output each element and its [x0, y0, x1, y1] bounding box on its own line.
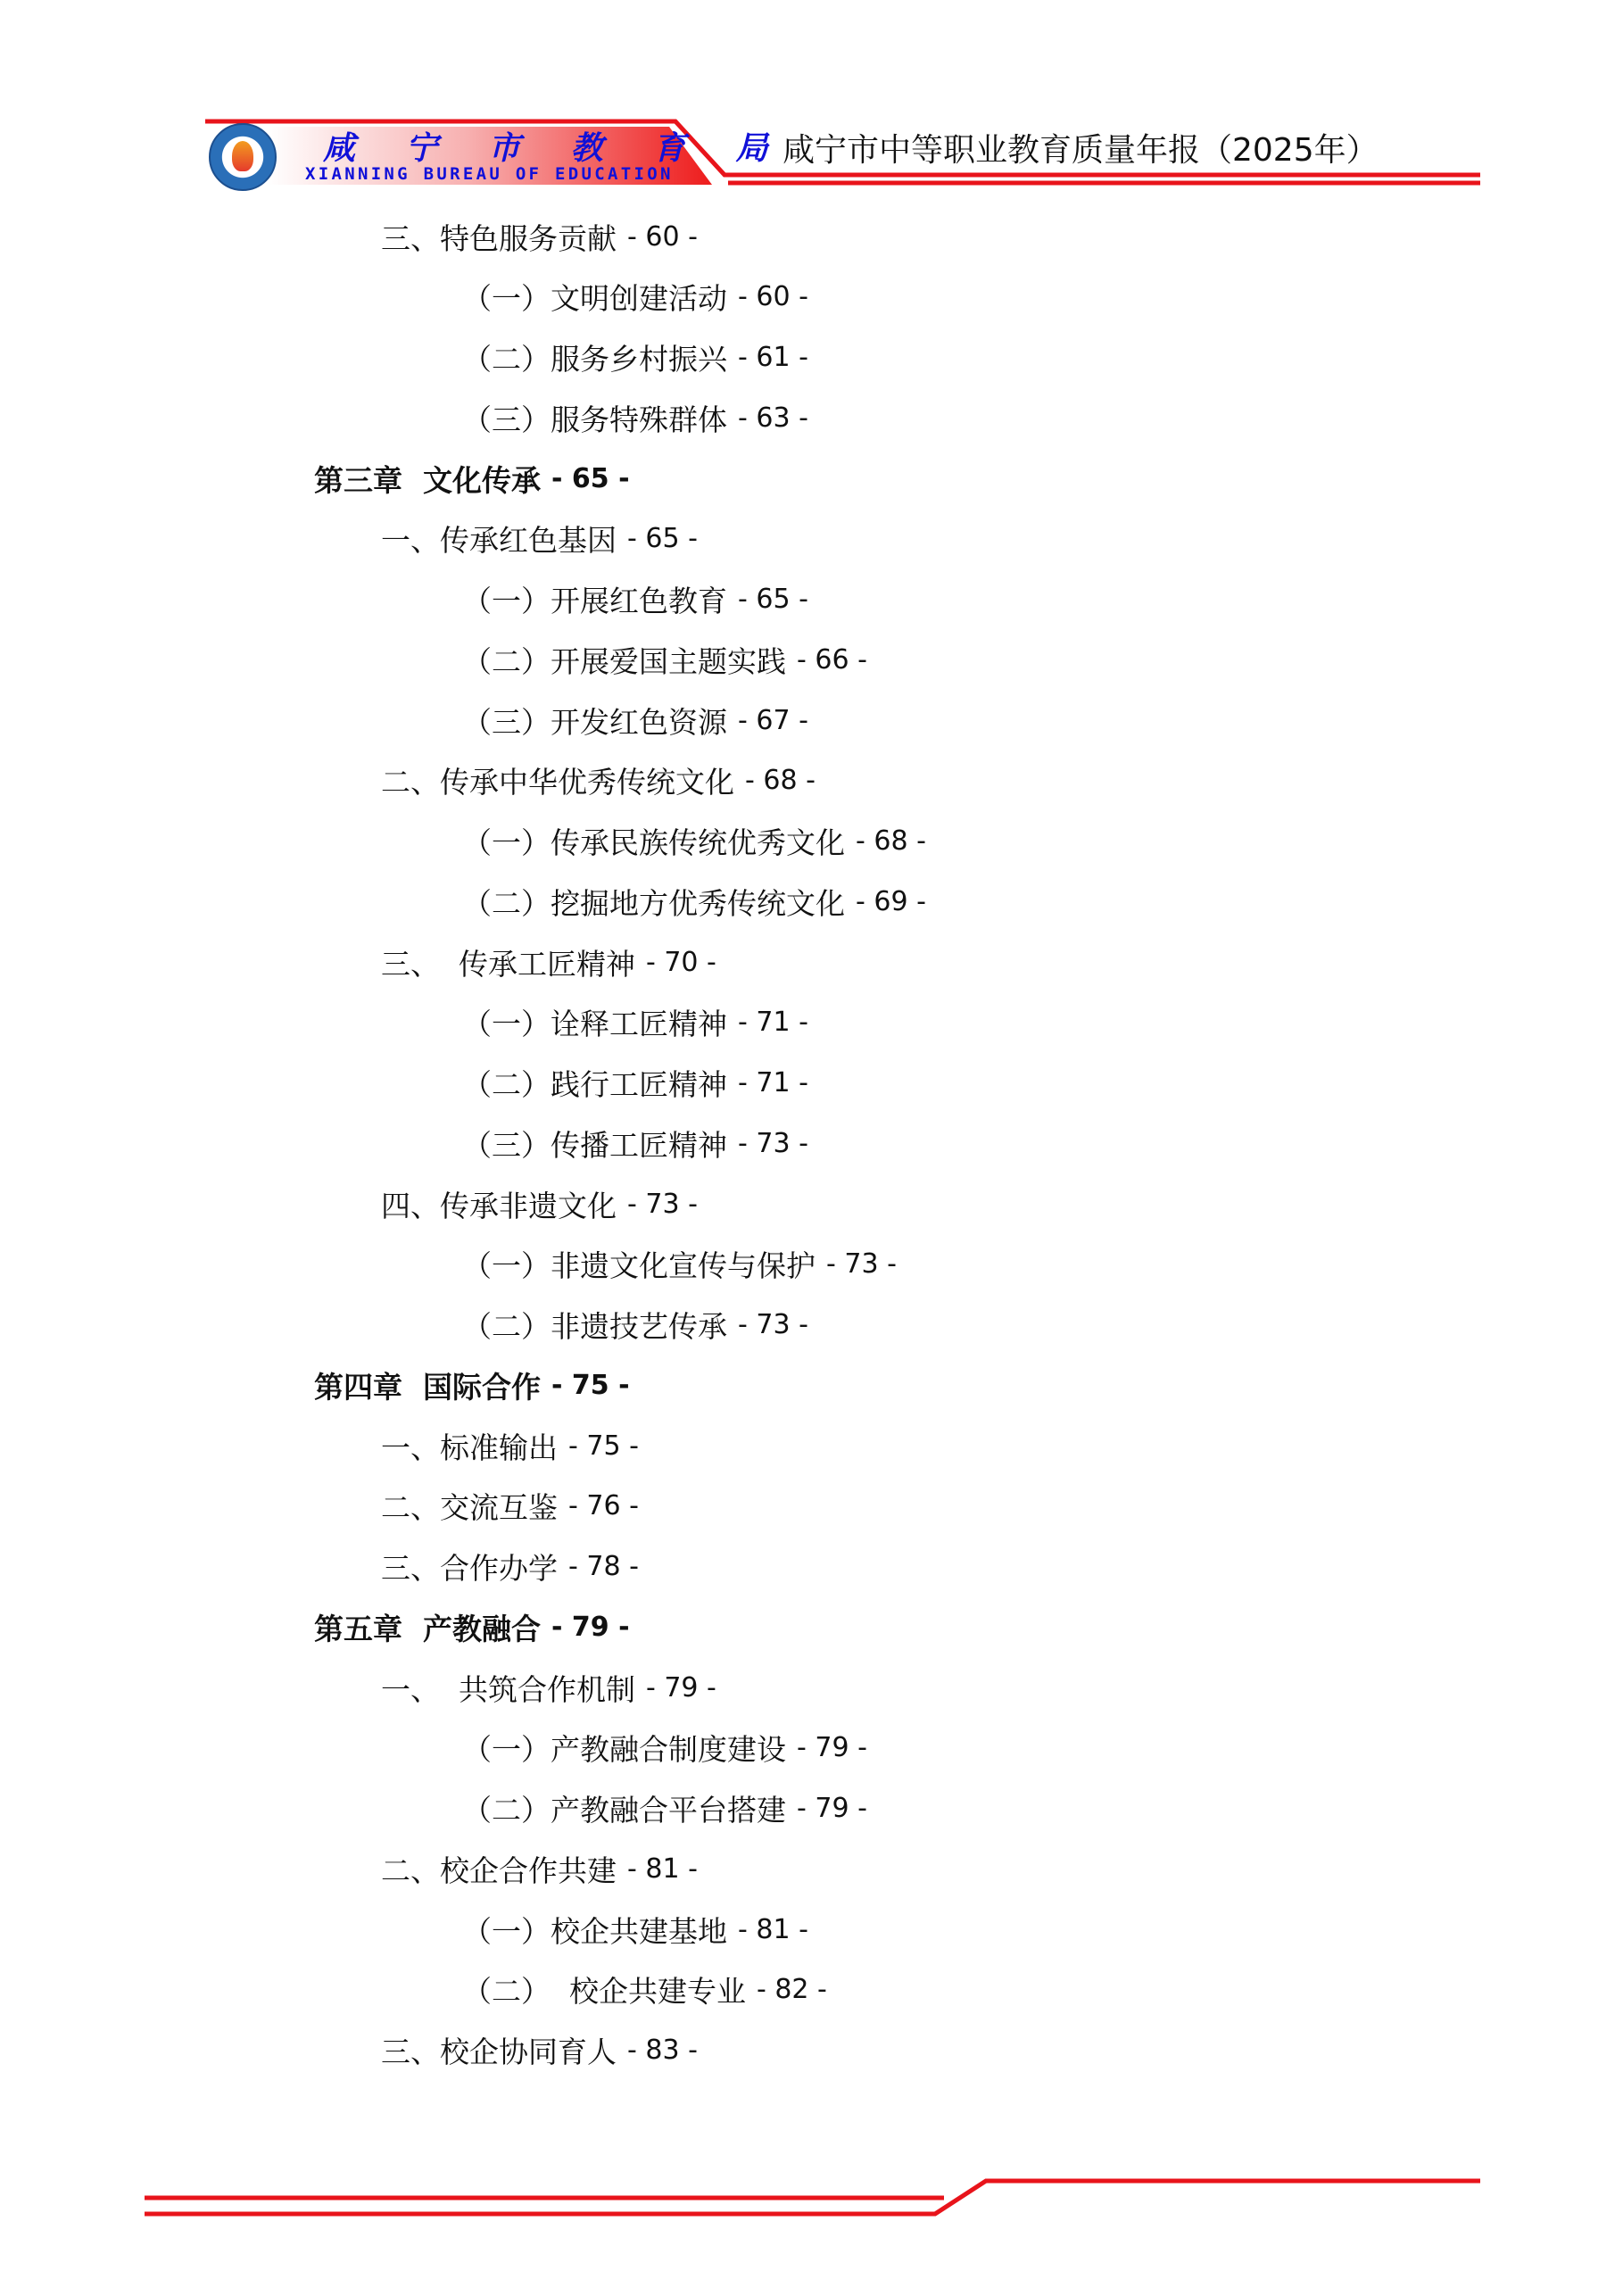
toc-entry-label: （三）服务特殊群体	[462, 402, 727, 437]
toc-entry-page: - 83 -	[627, 2035, 698, 2066]
toc-entry-label: （一）传承民族传统优秀文化	[462, 825, 845, 860]
toc-entry-label: 四、传承非遗文化	[381, 1188, 617, 1223]
toc-entry-page: - 69 -	[856, 885, 926, 917]
toc-entry-label: （一）校企共建基地	[462, 1913, 727, 1949]
toc-entry-page: - 81 -	[738, 1913, 808, 1945]
toc-entry-page: - 60 -	[738, 281, 808, 313]
toc-entry-label: （二）服务乡村振兴	[462, 342, 727, 377]
toc-entry-page: - 71 -	[738, 1007, 808, 1039]
toc-entry-label: 一、标准输出	[381, 1430, 558, 1465]
toc-entry-label: （三）传播工匠精神	[462, 1127, 727, 1163]
toc-entry-label: （二）非遗技艺传承	[462, 1309, 727, 1344]
toc-entry-label: （一）诠释工匠精神	[462, 1007, 727, 1042]
toc-entry-label: （二）挖掘地方优秀传统文化	[462, 885, 845, 921]
toc-entry-page: - 73 -	[738, 1309, 808, 1340]
toc-entry-label: （三）开发红色资源	[462, 704, 727, 740]
toc-entry-label: 三、特色服务贡献	[381, 220, 617, 256]
toc-entry-label: 二、传承中华优秀传统文化	[381, 765, 734, 800]
toc-entry-label: 第三章 文化传承	[314, 462, 541, 498]
toc-entry-label: （二）践行工匠精神	[462, 1067, 727, 1102]
toc-entry-label: （二）开展爱国主题实践	[462, 643, 786, 679]
toc-entry-label: （一）产教融合制度建设	[462, 1732, 786, 1768]
toc-entry-page: - 68 -	[745, 765, 816, 797]
toc-entry-page: - 66 -	[797, 643, 867, 676]
toc-entry-page: - 79 -	[797, 1793, 867, 1824]
toc-entry-page: - 75 -	[551, 1369, 630, 1401]
toc-entry-page: - 76 -	[568, 1490, 639, 1522]
toc-entry-label: 一、 共筑合作机制	[381, 1671, 635, 1707]
education-bureau-logo-icon	[209, 123, 277, 191]
toc-entry-page: - 67 -	[738, 704, 808, 736]
toc-entry-page: - 79 -	[797, 1732, 867, 1764]
toc-entry-label: 三、合作办学	[381, 1551, 558, 1586]
toc-entry-page: - 61 -	[738, 342, 808, 373]
toc-entry-label: 第四章 国际合作	[314, 1369, 541, 1405]
toc-entry-label: （一）文明创建活动	[462, 281, 727, 317]
toc-entry-label: （二） 校企共建专业	[462, 1974, 746, 2010]
toc-entry-label: （一）开展红色教育	[462, 584, 727, 618]
toc-entry-label: （二）产教融合平台搭建	[462, 1793, 786, 1828]
toc-entry-page: - 78 -	[568, 1551, 639, 1582]
toc-entry-page: - 65 -	[738, 584, 808, 615]
toc-entry-page: - 63 -	[738, 402, 808, 434]
toc-entry-page: - 65 -	[551, 462, 630, 494]
toc-entry-label: 一、传承红色基因	[381, 523, 617, 559]
toc-entry-page: - 73 -	[738, 1127, 808, 1159]
document-title: 咸宁市中等职业教育质量年报（2025年）	[783, 132, 1379, 169]
toc-entry-page: - 68 -	[856, 825, 926, 857]
toc-entry-page: - 73 -	[826, 1248, 897, 1281]
bureau-name-cn: 咸 宁 市 教 育 局	[323, 129, 788, 167]
toc-entry-page: - 79 -	[645, 1671, 716, 1703]
toc-entry-page: - 82 -	[756, 1974, 827, 2006]
toc-entry-label: （一）非遗文化宣传与保护	[462, 1248, 816, 1284]
toc-entry-page: - 81 -	[627, 1853, 698, 1885]
toc-entry-label: 第五章 产教融合	[314, 1611, 541, 1646]
footer-rule	[145, 2181, 1480, 2214]
toc-entry-label: 三、 传承工匠精神	[381, 946, 635, 982]
toc-entry-page: - 71 -	[738, 1067, 808, 1098]
toc-entry-label: 二、校企合作共建	[381, 1853, 617, 1888]
toc-entry-label: 三、校企协同育人	[381, 2035, 617, 2069]
toc-entry-page: - 70 -	[645, 946, 716, 978]
bureau-name-en: XIANNING BUREAU OF EDUCATION	[305, 164, 674, 184]
toc-entry-page: - 75 -	[568, 1430, 639, 1462]
toc-entry-page: - 79 -	[551, 1611, 630, 1643]
toc-entry-page: - 73 -	[627, 1188, 698, 1220]
toc-entry-page: - 60 -	[627, 220, 698, 253]
toc-entry-page: - 65 -	[627, 523, 698, 555]
toc-entry-label: 二、交流互鉴	[381, 1490, 558, 1526]
